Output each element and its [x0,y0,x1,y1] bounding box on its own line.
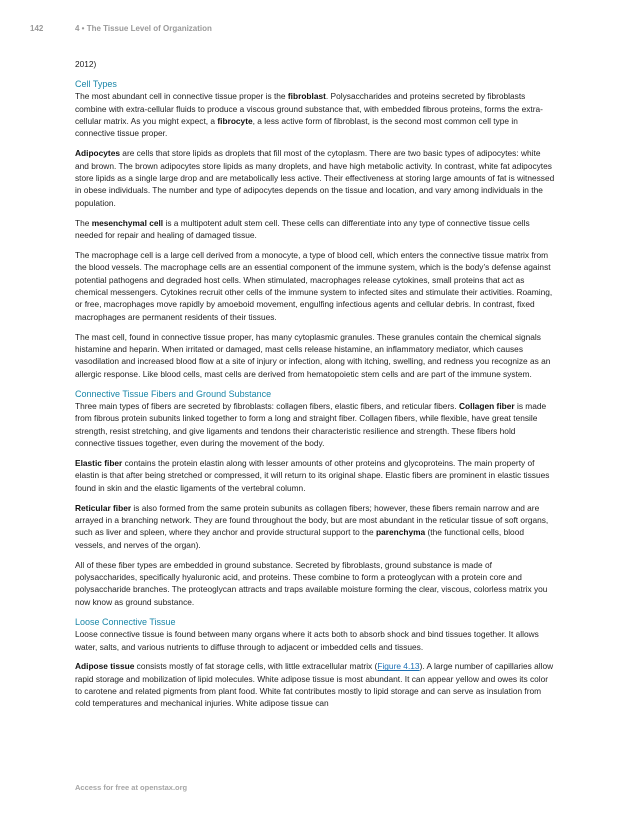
term-parenchyma: parenchyma [376,527,426,538]
paragraph-adipose: Adipose tissue consists mostly of fat storage cells, with little extracellular matrix (Figure 4.13). A large number of capillaries allow rapid storage and mobilization of lipid molecules. White adipose tissue is most abundant. It can appear yellow and owes its color to carotene and related pigments from plant food. White fat contributes mostly to lipid storage and can serve as insulation from cold temperatures and mechanical injuries. White adipose tissue can [75,661,554,709]
paragraph-mesenchymal: The mesenchymal cell is a multipotent adult stem cell. These cells can differentiate into any type of connective tissue cells needed for repair and healing of damaged tissue. [75,217,530,241]
term-collagen-fiber: Collagen fiber [459,401,515,412]
term-fibrocyte: fibrocyte [217,116,253,127]
term-fibroblast: fibroblast [287,91,326,102]
paragraph-loose-intro: Loose connective tissue is found between many organs where it acts both to absorb shock and bind tissues together. It allows water, salts, and various nutrients to diffuse through to adjacent or imbedded cells and tissues. [75,629,539,652]
paragraph-macrophage: The macrophage cell is a large cell derived from a monocyte, a type of blood cell, which enters the connective tissue matrix from the blood vessels. The macrophage cells are an essential component of the immune system, which is the body’s defense against potential pathogens and degraded host cells. When stimulated, macrophages release cytokines, small proteins that act as chemical messengers. Cytokines recruit other cells of the immune system to infected sites and stimulate their activities. Roaming, or free, macrophages move rapidly by amoeboid movement, engulfing infectious agents and cellular debris. In contrast, fixed macrophages are permanent residents of their tissues. [75,250,553,322]
term-elastic-fiber: Elastic fiber [75,458,123,469]
page-content [75,58,555,717]
paragraph-mast-cell: The mast cell, found in connective tissue proper, has many cytoplasmic granules. These granules contain the chemical signals histamine and heparin. When irritated or damaged, mast cells release histamine, an inflammatory mediator, which causes vasodilation and increased blood flow at a site of injury or infection, along with itching, swelling, and redness you recognize as an allergic response. Like blood cells, mast cells are derived from hematopoietic stem cells and are part of the immune system. [75,331,551,379]
paragraph-adipocytes: Adipocytes are cells that store lipids as droplets that fill most of the cytoplasm. There are two basic types of adipocytes: white and brown. The brown adipocytes store lipids as many droplets, and have high metabolic activity. In contrast, white fat adipocytes store lipids as a single large drop and are metabolically less active. Their effectiveness at storing large amounts of fat is witnessed in obese individuals. The number and type of adipocytes depends on the tissue and location, and vary among individuals in the population. [75,148,555,208]
section-heading-loose: Loose Connective Tissue [75,616,176,627]
running-head: 4 • The Tissue Level of Organization [75,24,212,33]
figure-link[interactable]: Figure 4.13 [377,661,420,672]
page-header [0,24,630,38]
continuation-text: 2012) [75,59,97,69]
page-number: 142 [30,24,44,33]
term-adipose-tissue: Adipose tissue [75,661,135,672]
section-heading-cell-types: Cell Types [75,78,117,89]
paragraph-fibroblast: The most abundant cell in connective tissue proper is the fibroblast. Polysaccharides and proteins secreted by fibroblasts combine with extra-cellular fluids to produce a viscous ground substance that, with embedded fibrous proteins, forms the extra-cellular matrix. As you might expect, a fibrocyte, a less active form of fibroblast, is the second most common cell type in connective tissue proper. [75,91,543,139]
term-mesenchymal-cell: mesenchymal cell [91,217,164,228]
term-adipocytes: Adipocytes [75,148,120,159]
term-reticular-fiber: Reticular fiber [75,502,132,513]
paragraph-collagen: Three main types of fibers are secreted by fibroblasts: collagen fibers, elastic fibers, and reticular fibers. Collagen fiber is made from fibrous protein subunits linked together to form a long and straight fiber. Collagen fibers, while flexible, have great tensile strength, resist stretching, and give ligaments and tendons their characteristic resilience and strength. These fibers hold connective tissues together, even during the movement of the body. [75,401,547,449]
paragraph-reticular: Reticular fiber is also formed from the same protein subunits as collagen fibers; however, these fibers remain narrow and are arrayed in a branching network. They are found throughout the body, but are most abundant in the reticular tissue of soft organs, such as liver and spleen, where they anchor and provide structural support to the parenchyma (the functional cells, blood vessels, and nerves of the organ). [75,502,549,550]
paragraph-elastic: Elastic fiber contains the protein elastin along with lesser amounts of other proteins and glycoproteins. The main property of elastin is that after being stretched or compressed, it will return to its original shape. Elastic fibers are prominent in elastic tissues found in skin and the elastic ligaments of the vertebral column. [75,458,550,493]
page-footer: Access for free at openstax.org [75,783,188,792]
paragraph-ground-substance: All of these fiber types are embedded in ground substance. Secreted by fibroblasts, ground substance is made of polysaccharides, specifically hyaluronic acid, and proteins. These combine to form a proteoglycan with a protein core and polysaccharide branches. The proteoglycan attracts and traps available moisture forming the clear, viscous, colorless matrix you now know as ground substance. [75,559,548,607]
section-heading-fibers: Connective Tissue Fibers and Ground Substance [75,388,272,399]
